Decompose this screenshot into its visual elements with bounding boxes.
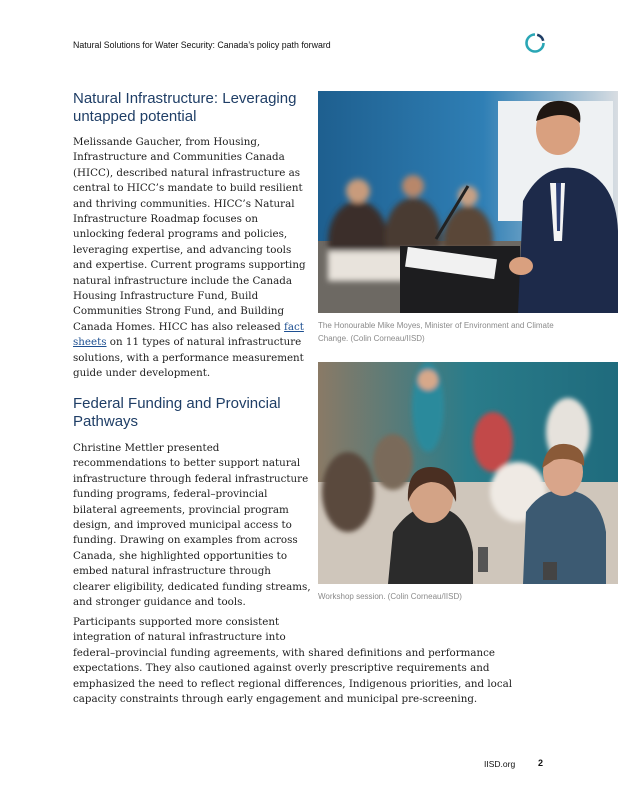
body-text: Melissande Gaucher, from Housing, Infrastructure and Communities Canada (HICC), described natural infrastructure as central to HICC’s mandate to build resilient and thriving communities. HICC’s Natural Infrastructure Roadmap focuses on unlocking federal programs and policies, leveraging expertise, and advancing tools and expertise. Current programs supporting natural infrastructure include the Canada Housing Infrastructure Fund, Build Communities Strong Fund, and Building Canada Homes. HICC has also released: [73, 136, 306, 333]
photo-illustration: [318, 91, 618, 313]
section-body-federal-funding: Christine Mettler presented recommendations to better support natural infrastructure through federal infrastructure funding programs, federal–provincial bilateral agreements, provincial program design, and improved municipal access to funding. Drawing on examples from across Canada, she highlighted opportunities to embed natural infrastructure through clearer eligibility, dedicated funding streams, and stronger guidance and tools.: [73, 442, 311, 609]
photo-minister-speaking: [318, 91, 618, 313]
photo-caption-minister: The Honourable Mike Moyes, Minister of Environment and Climate Change. (Colin Corneau/IISD): [318, 321, 554, 343]
participants-paragraph: [73, 615, 538, 707]
section-heading-federal-funding: Federal Funding and Provincial Pathways: [73, 395, 281, 430]
photo-workshop-session: [318, 362, 618, 584]
footer-site-link[interactable]: IISD.org: [484, 759, 516, 769]
body-text: integration of natural infrastructure into: [73, 631, 286, 644]
fact-sheets-link[interactable]: fact sheets: [73, 320, 304, 349]
page-number: 2: [538, 758, 544, 768]
body-text: Participants supported more consistent: [73, 616, 280, 628]
section-heading-natural-infrastructure: Natural Infrastructure: Leveraging untapped potential: [73, 90, 297, 125]
running-header-title: Natural Solutions for Water Security: Canada’s policy path forward: [73, 40, 331, 50]
iisd-logo-icon: [524, 32, 546, 54]
body-text: federal–provincial funding agreements, with shared definitions and performance expectations. They also cautioned against overly prescriptive requirements and emphasized the need to reflect regional differences, Indigenous priorities, and local capacity constraints through early engagement and municipal pre-screening.: [73, 646, 513, 706]
section-body-natural-infrastructure: [73, 135, 311, 382]
photo-caption-workshop: Workshop session. (Colin Corneau/IISD): [318, 592, 462, 601]
photo-illustration: [318, 362, 618, 584]
body-text: on 11 types of natural infrastructure solutions, with a performance measurement guide under development.: [73, 336, 304, 380]
